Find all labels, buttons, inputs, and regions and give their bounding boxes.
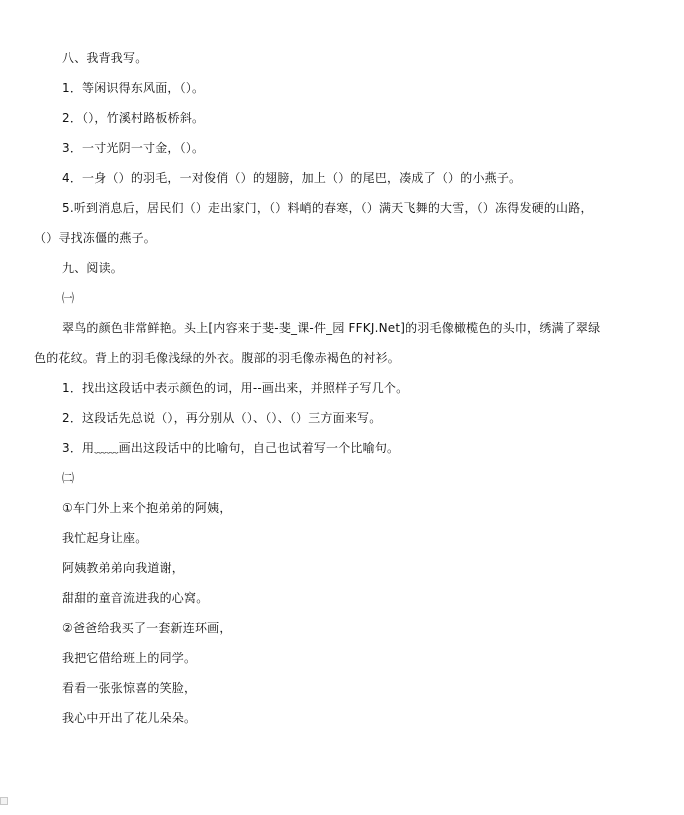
question-line: 2．（），竹溪村路板桥斜。 (62, 111, 205, 125)
poem-line: 我把它借给班上的同学。 (62, 651, 197, 665)
poem-line: 甜甜的童音流进我的心窝。 (62, 591, 209, 605)
reading-paragraph: 翠鸟的颜色非常鲜艳。头上[内容来于斐-斐_课-件_园 FFKJ.Net]的羽毛像橄榄色的头巾，绣满了翠绿 (62, 321, 601, 335)
question-line: 4．一身（）的羽毛，一对俊俏（）的翅膀，加上（）的尾巴，凑成了（）的小燕子。 (62, 171, 522, 185)
poem-line: 我忙起身让座。 (62, 531, 148, 545)
subsection-marker-one: ㈠ (62, 291, 75, 305)
question-line: 2．这段话先总说（），再分别从（）、（）、（）三方面来写。 (62, 411, 382, 425)
reading-paragraph-continued: 色的花纹。背上的羽毛像浅绿的外衣。腹部的羽毛像赤褐色的衬衫。 (34, 351, 401, 365)
page-corner-icon (0, 797, 8, 805)
section-heading-eight: 八、我背我写。 (62, 51, 148, 65)
subsection-marker-two: ㈡ (62, 471, 75, 485)
poem-line: 我心中开出了花儿朵朵。 (62, 711, 197, 725)
question-line: 3．用﹏﹏画出这段话中的比喻句，自己也试着写一个比喻句。 (62, 441, 400, 455)
poem-line: ②爸爸给我买了一套新连环画， (62, 621, 232, 635)
question-line: 3．一寸光阴一寸金，（）。 (62, 141, 205, 155)
poem-line: 看看一张张惊喜的笑脸， (62, 681, 197, 695)
question-line: 1．等闲识得东风面，（）。 (62, 81, 205, 95)
question-line: 5.听到消息后，居民们（）走出家门，（）料峭的春寒，（）满天飞舞的大雪，（）冻得发硬的山路， (62, 201, 593, 215)
section-heading-nine: 九、阅读。 (62, 261, 124, 275)
poem-line: ①车门外上来个抱弟弟的阿姨， (62, 501, 232, 515)
question-line-continued: （）寻找冻僵的燕子。 (34, 231, 157, 245)
question-line: 1．找出这段话中表示颜色的词，用--画出来，并照样子写几个。 (62, 381, 409, 395)
poem-line: 阿姨教弟弟向我道谢， (62, 561, 185, 575)
